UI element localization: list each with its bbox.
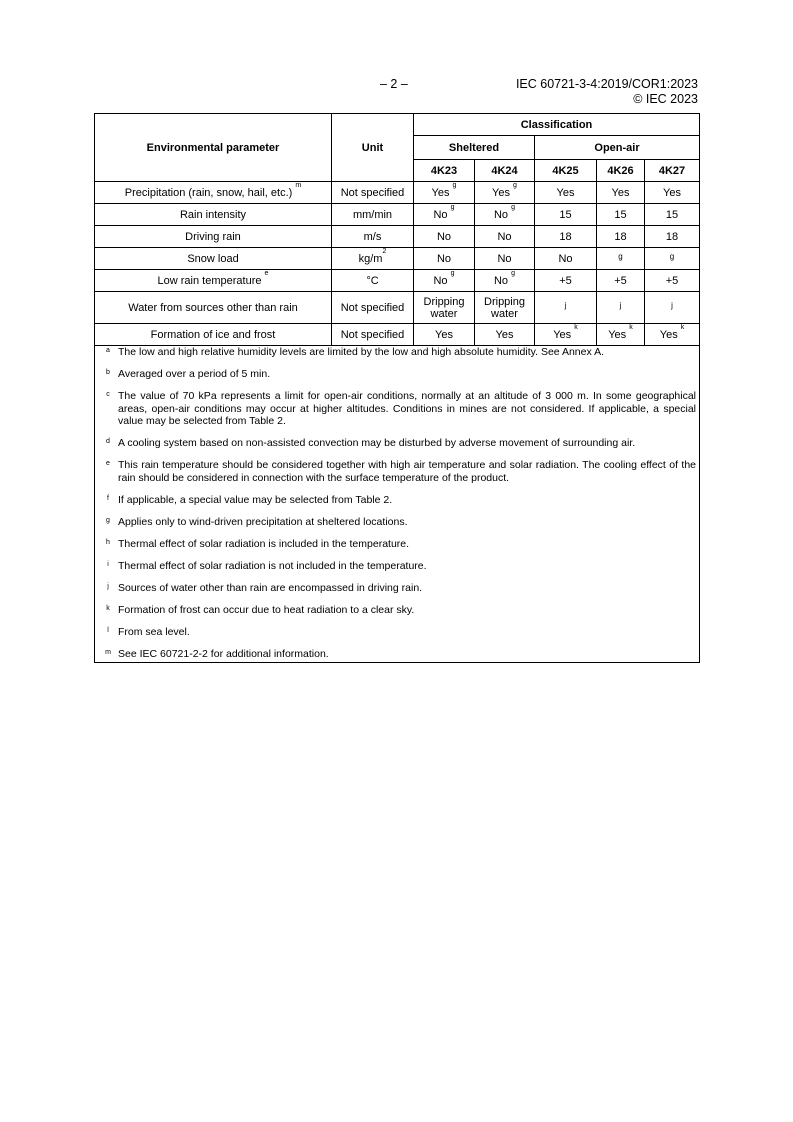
footnote-ref: k xyxy=(629,323,633,331)
value-text: No xyxy=(433,274,448,287)
footnote-mark: m xyxy=(105,648,111,656)
value-text: No xyxy=(558,252,573,265)
footnote-ref: k xyxy=(680,323,685,331)
footnote-ref: g xyxy=(618,251,623,261)
value-text: Yes xyxy=(492,186,510,199)
unit-cell xyxy=(332,204,414,226)
value-cell xyxy=(597,204,645,226)
parameter-cell xyxy=(95,182,332,204)
value-cell xyxy=(645,248,700,270)
value-text: Yes xyxy=(556,186,575,199)
value-cell xyxy=(645,204,700,226)
value-cell xyxy=(535,248,597,270)
value-cell xyxy=(475,324,535,346)
unit-cell xyxy=(332,270,414,292)
value-cell xyxy=(535,204,597,226)
page-number: – 2 – xyxy=(380,77,408,91)
parameter-cell xyxy=(95,292,332,324)
value-cell xyxy=(645,226,700,248)
footnote-mark: f xyxy=(107,494,109,502)
value-text: Dripping water xyxy=(423,295,465,320)
value-cell xyxy=(414,182,475,204)
class-header: 4K27 xyxy=(645,160,700,182)
value-cell xyxy=(597,248,645,270)
value-text: No xyxy=(497,230,512,243)
footnote-text: If applicable, a special value may be selected from Table 2. xyxy=(118,493,393,506)
footnote-text: Thermal effect of solar radiation is not included in the temperature. xyxy=(118,559,427,572)
value-text: No xyxy=(436,230,452,243)
footnote-text: Formation of frost can occur due to heat radiation to a clear sky. xyxy=(118,603,415,616)
value-cell xyxy=(414,292,475,324)
unit-cell xyxy=(332,324,414,346)
parameter-label: Formation of ice and frost xyxy=(150,328,276,341)
parameter-cell xyxy=(95,324,332,346)
header-environmental-parameter: Environmental parameter xyxy=(95,114,332,182)
table-row xyxy=(95,324,700,346)
footnote-item xyxy=(98,582,696,595)
value-cell xyxy=(475,182,535,204)
footnote-mark: a xyxy=(106,347,110,354)
footnote-mark: h xyxy=(106,538,110,546)
value-cell xyxy=(535,324,597,346)
footnote-ref: g xyxy=(511,203,516,211)
footnote-item xyxy=(98,538,696,551)
footnotes-row xyxy=(95,346,700,663)
footnote-ref: g xyxy=(513,181,517,189)
footnote-item xyxy=(98,516,696,529)
table-row xyxy=(95,204,700,226)
footnote-text: The value of 70 kPa represents a limit for open-air conditions, normally at an altitude of 3 000 m. In some geographical areas, open-air conditions may occur at higher altitudes. Conditions in mines are not considered. If applicable, a special value may be selected from Table 2. xyxy=(118,390,697,427)
parameter-label: Water from sources other than rain xyxy=(128,301,298,314)
table-row xyxy=(95,182,700,204)
unit-exponent: 2 xyxy=(382,247,387,255)
value-cell xyxy=(535,226,597,248)
footnote-mark: g xyxy=(106,516,110,524)
footnote-ref: g xyxy=(452,181,457,189)
value-cell xyxy=(645,292,700,324)
header-open-air: Open-air xyxy=(535,136,700,160)
value-cell xyxy=(535,292,597,324)
footnote-text: This rain temperature should be considered together with high air temperature and solar radiation. The cooling effect of the rain should be considered in connection with the surface temperature of the product. xyxy=(118,459,697,484)
value-cell xyxy=(414,204,475,226)
footnote-text: Applies only to wind-driven precipitation at sheltered locations. xyxy=(118,515,408,528)
footnote-ref: m xyxy=(295,181,302,189)
footnote-text: A cooling system based on non-assisted convection may be disturbed by adverse movement of surrounding air. xyxy=(118,437,636,449)
value-text: +5 xyxy=(559,274,572,287)
value-text: Yes xyxy=(431,186,450,199)
value-text: +5 xyxy=(614,274,627,287)
value-text: No xyxy=(493,274,509,287)
footnote-text: The low and high relative humidity levels are limited by the low and high absolute humidity. See Annex A. xyxy=(118,346,604,358)
parameter-cell xyxy=(95,204,332,226)
footnote-mark: c xyxy=(106,391,110,398)
parameter-cell xyxy=(95,270,332,292)
footnote-mark: i xyxy=(107,560,109,568)
copyright-notice: © IEC 2023 xyxy=(633,92,698,106)
footnote-item xyxy=(98,560,696,573)
footnote-ref: g xyxy=(669,251,675,261)
parameter-cell xyxy=(95,226,332,248)
value-text: Yes xyxy=(608,328,627,341)
footnote-ref: e xyxy=(264,269,269,277)
value-text: Yes xyxy=(611,186,630,199)
footnote-mark: b xyxy=(106,369,110,376)
footnotes xyxy=(95,346,700,663)
table-row xyxy=(95,226,700,248)
value-text: Yes xyxy=(435,328,453,341)
value-text: Yes xyxy=(659,328,678,341)
value-cell xyxy=(414,270,475,292)
footnote-item xyxy=(98,346,696,359)
value-cell xyxy=(475,226,535,248)
value-cell xyxy=(475,204,535,226)
unit-label: kg/m xyxy=(358,252,383,265)
classification-table xyxy=(94,113,700,663)
footnote-ref: j xyxy=(564,300,567,310)
unit-label: m/s xyxy=(363,230,382,243)
header-classification: Classification xyxy=(414,114,700,136)
footnote-text: From sea level. xyxy=(118,625,190,638)
footnote-ref: g xyxy=(450,269,455,277)
value-text: No xyxy=(493,208,509,221)
table-row xyxy=(95,270,700,292)
footnote-mark: l xyxy=(107,626,109,634)
value-text: 15 xyxy=(559,208,572,221)
parameter-label: Driving rain xyxy=(185,230,241,243)
value-cell xyxy=(535,270,597,292)
value-cell xyxy=(535,182,597,204)
footnote-item xyxy=(98,368,696,381)
value-text: Yes xyxy=(663,186,681,199)
footnote-ref: j xyxy=(619,300,622,310)
footnote-ref: g xyxy=(511,269,516,277)
value-cell xyxy=(597,226,645,248)
class-header: 4K26 xyxy=(597,160,645,182)
value-text: 15 xyxy=(665,208,679,221)
value-cell xyxy=(597,324,645,346)
footnote-mark: j xyxy=(107,582,109,590)
value-cell xyxy=(414,324,475,346)
value-text: 15 xyxy=(614,208,627,221)
value-text: No xyxy=(433,208,448,221)
footnote-text: Averaged over a period of 5 min. xyxy=(118,368,271,380)
value-cell xyxy=(475,292,535,324)
footnote-ref: k xyxy=(574,323,578,331)
value-cell xyxy=(597,292,645,324)
value-cell xyxy=(475,248,535,270)
footnote-item xyxy=(98,648,696,661)
header-unit: Unit xyxy=(332,114,414,182)
parameter-label: Low rain temperature xyxy=(157,274,262,287)
footnote-mark: k xyxy=(106,604,110,612)
footnote-item xyxy=(98,604,696,617)
parameter-label: Precipitation (rain, snow, hail, etc.) xyxy=(124,186,293,199)
table-row xyxy=(95,248,700,270)
value-text: 18 xyxy=(559,230,572,243)
footnote-mark: e xyxy=(106,460,110,467)
class-header: 4K24 xyxy=(475,160,535,182)
value-cell xyxy=(414,226,475,248)
footnote-text: Thermal effect of solar radiation is included in the temperature. xyxy=(118,537,410,550)
parameter-cell xyxy=(95,248,332,270)
unit-label: Not specified xyxy=(340,186,405,199)
footnote-text: See IEC 60721-2-2 for additional information. xyxy=(118,647,329,660)
footnote-item xyxy=(98,459,696,484)
value-cell xyxy=(645,270,700,292)
unit-label: Not specified xyxy=(340,301,405,314)
parameter-label: Snow load xyxy=(187,252,239,265)
value-text: Dripping water xyxy=(484,295,525,320)
header-sheltered: Sheltered xyxy=(414,136,535,160)
footnote-item xyxy=(98,390,696,428)
value-cell xyxy=(645,182,700,204)
value-text: +5 xyxy=(665,274,679,287)
value-text: 18 xyxy=(614,230,627,243)
parameter-label: Rain intensity xyxy=(179,208,247,221)
value-text: No xyxy=(436,252,452,265)
value-cell xyxy=(414,248,475,270)
footnote-ref: g xyxy=(450,203,455,211)
value-cell xyxy=(597,182,645,204)
value-cell xyxy=(645,324,700,346)
value-text: Yes xyxy=(553,328,572,341)
value-text: Yes xyxy=(495,328,514,341)
document-id: IEC 60721-3-4:2019/COR1:2023 xyxy=(515,77,698,91)
footnote-text: Sources of water other than rain are encompassed in driving rain. xyxy=(118,581,423,594)
unit-label: mm/min xyxy=(352,208,393,221)
footnote-item xyxy=(98,626,696,639)
class-header: 4K23 xyxy=(414,160,475,182)
unit-cell xyxy=(332,226,414,248)
unit-label: °C xyxy=(366,274,379,287)
unit-cell xyxy=(332,182,414,204)
table-row xyxy=(95,292,700,324)
footnote-item xyxy=(98,494,696,507)
value-text: 18 xyxy=(665,230,679,243)
unit-label: Not specified xyxy=(340,328,405,341)
value-cell xyxy=(475,270,535,292)
footnote-ref: j xyxy=(671,300,673,310)
footnote-mark: d xyxy=(106,438,110,445)
value-cell xyxy=(597,270,645,292)
value-text: No xyxy=(497,252,512,265)
class-header: 4K25 xyxy=(535,160,597,182)
unit-cell xyxy=(332,248,414,270)
footnote-item xyxy=(98,437,696,450)
unit-cell xyxy=(332,292,414,324)
